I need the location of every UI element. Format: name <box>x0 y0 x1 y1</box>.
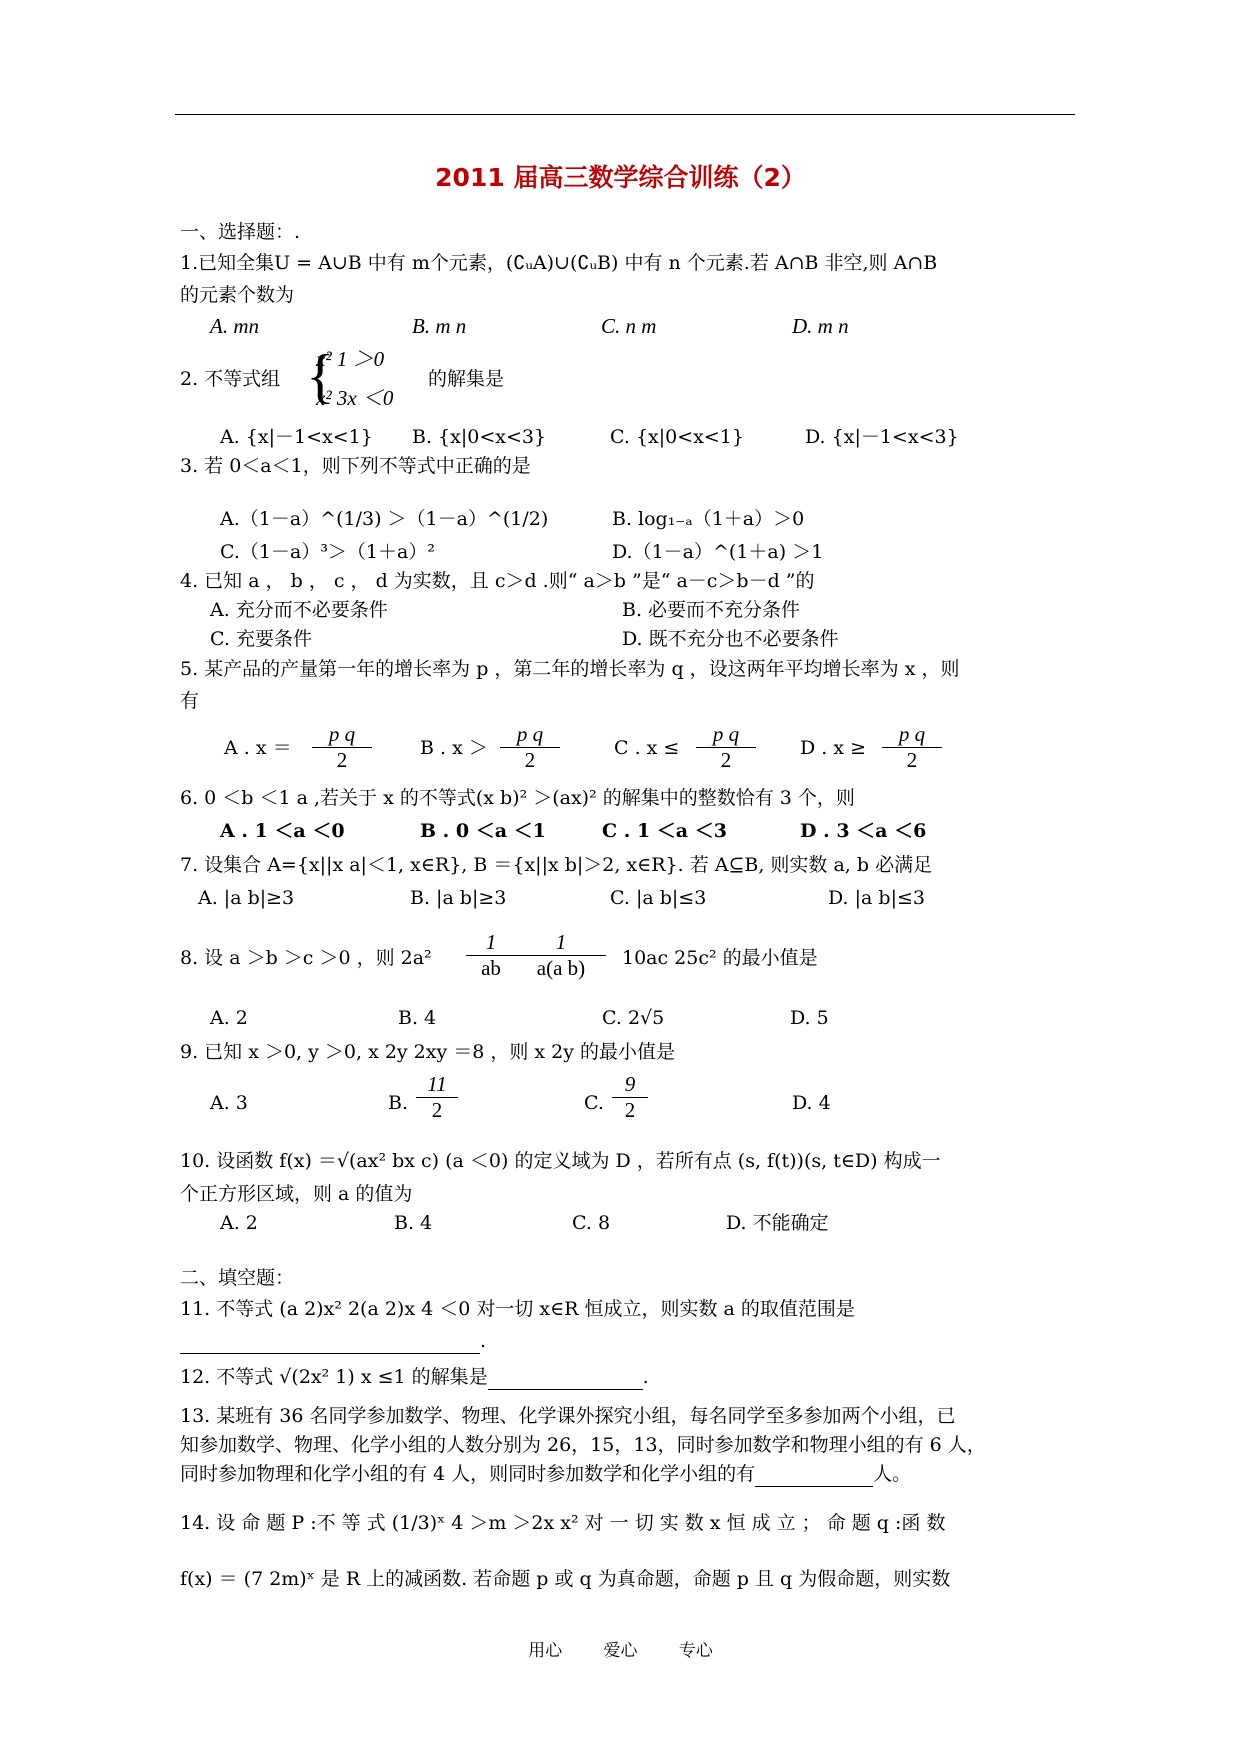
q5-option-a-label: A . x ＝ <box>224 737 292 759</box>
q9-stem: 9. 已知 x ＞0, y ＞0, x 2y 2xy ＝8 ，则 x 2y 的最小值是 <box>180 1041 676 1063</box>
q13-line1: 13. 某班有 36 名同学参加数学、物理、化学课外探究小组，每名同学至多参加两个小组，已 <box>180 1405 956 1427</box>
q1-option-a: A. mn <box>210 314 259 338</box>
q10-line1: 10. 设函数 f(x) ＝√(ax² bx c) (a ＜0) 的定义域为 D ，若所有点 (s, f(t))(s, t∈D) 构成一 <box>180 1150 941 1172</box>
header-rule <box>175 114 1075 115</box>
q14-line1: 14. 设 命 题 P :不 等 式 (1/3)ˣ 4 ＞m ＞2x x² 对 一 切 实 数 x 恒 成 立 ； 命 题 q :函 数 <box>180 1512 946 1534</box>
q10-option-d: D. 不能确定 <box>726 1212 829 1234</box>
q6-option-d: D . 3 ＜a ＜6 <box>800 820 927 842</box>
q8-option-a: A. 2 <box>210 1007 248 1029</box>
q1-line1: 1.已知全集U = A∪B 中有 m个元素，(∁ᵤA)∪(∁ᵤB) 中有 n 个元素.若 A∩B 非空,则 A∩B <box>180 252 938 274</box>
q2-option-d: D. {x|－1<x<3} <box>805 426 959 448</box>
q6-option-b: B . 0 ＜a ＜1 <box>420 820 546 842</box>
q6-option-a: A . 1 ＜a ＜0 <box>220 820 345 842</box>
q2-brace: { <box>306 343 335 409</box>
q8-suffix: 10ac 25c² 的最小值是 <box>622 947 818 969</box>
q2-suffix: 的解集是 <box>428 368 505 390</box>
q5-line1: 5. 某产品的产量第一年的增长率为 p ，第二年的增长率为 q ，设这两年平均增长率为 x ，则 <box>180 658 960 680</box>
q9-option-d: D. 4 <box>792 1092 831 1114</box>
section-heading-fill: 二、填空题： <box>180 1267 295 1289</box>
q13-line3: 同时参加物理和化学小组的有 4 人，则同时参加数学和化学小组的有 人。 <box>180 1463 912 1485</box>
q1-option-d: D. m n <box>792 314 849 338</box>
section-heading-choice: 一、选择题：. <box>180 221 301 243</box>
q4-option-b: B. 必要而不充分条件 <box>622 599 801 621</box>
q8-option-b: B. 4 <box>398 1007 437 1029</box>
q2-row1: x² 1 ＞0 <box>316 347 385 371</box>
q1-option-c: C. n m <box>601 314 657 338</box>
q5-option-b-fraction: $\frac{\text{p q}}{2}$ <box>500 722 560 773</box>
q7-option-a: A. |a b|≥3 <box>198 887 295 909</box>
q14-line2: f(x) ＝ (7 2m)ˣ 是 R 上的减函数. 若命题 p 或 q 为真命题，命题 p 且 q 为假命题，则实数 <box>180 1568 951 1590</box>
q8-option-d: D. 5 <box>790 1007 829 1029</box>
q8-fraction-2: $\frac{1}{\text{a(a b)}}$ <box>516 930 606 981</box>
q10-option-c: C. 8 <box>572 1212 611 1234</box>
q8-fraction-1: $\frac{1}{ab}$ <box>466 930 516 981</box>
footer-text-3: 专心 <box>678 1641 713 1661</box>
q2-option-a: A. {x|－1<x<1} <box>220 426 373 448</box>
q5-option-b-label: B . x ＞ <box>420 737 488 759</box>
q9-option-a: A. 3 <box>210 1092 248 1114</box>
q7-option-c: C. |a b|≤3 <box>610 887 707 909</box>
q6-stem: 6. 0 ＜b ＜1 a ,若关于 x 的不等式(x b)² ＞(ax)² 的解集中的整数恰有 3 个，则 <box>180 787 855 809</box>
q4-stem: 4. 已知 a ， b ， c ， d 为实数，且 c＞d .则“ a＞b ”是“ a－c＞b－d ”的 <box>180 570 815 592</box>
footer-text-1: 用心 <box>528 1641 563 1661</box>
q2-label: 2. 不等式组 <box>180 368 281 390</box>
footer-text-2: 爱心 <box>603 1641 638 1661</box>
q1-option-b: B. m n <box>412 314 467 338</box>
q9-option-b-label: B. <box>388 1092 409 1114</box>
q12-line: 12. 不等式 √(2x² 1) x ≤1 的解集是 . <box>180 1366 649 1388</box>
q5-option-d-label: D . x ≥ <box>800 737 867 759</box>
q7-option-b: B. |a b|≥3 <box>410 887 507 909</box>
q5-option-d-fraction: $\frac{\text{p q}}{2}$ <box>882 722 942 773</box>
q10-line2: 个正方形区域，则 a 的值为 <box>180 1183 413 1205</box>
q8-option-c: C. 2√5 <box>602 1007 665 1029</box>
q10-option-a: A. 2 <box>220 1212 258 1234</box>
q2-option-b: B. {x|0<x<3} <box>412 426 547 448</box>
page-footer <box>0 1636 1241 1661</box>
q11-answer-blank[interactable] <box>180 1331 480 1354</box>
q11-line2: . <box>180 1328 486 1354</box>
page-title: 2011 届高三数学综合训练（2） <box>435 163 806 192</box>
q7-option-d: D. |a b|≤3 <box>828 887 925 909</box>
q9-option-b-fraction: $\frac{11}{2}$ <box>416 1072 458 1123</box>
q5-option-c-label: C . x ≤ <box>614 737 680 759</box>
q13-answer-blank[interactable] <box>755 1464 873 1487</box>
q4-option-a: A. 充分而不必要条件 <box>210 599 388 621</box>
q3-option-a: A.（1－a）^(1/3) ＞（1－a）^(1/2) <box>220 508 549 530</box>
q13-line2: 知参加数学、物理、化学小组的人数分别为 26，15，13，同时参加数学和物理小组的有 6 人， <box>180 1434 986 1456</box>
q6-option-c: C . 1 ＜a ＜3 <box>602 820 727 842</box>
q10-option-b: B. 4 <box>394 1212 433 1234</box>
q2-option-c: C. {x|0<x<1} <box>610 426 744 448</box>
q11-line1: 11. 不等式 (a 2)x² 2(a 2)x 4 ＜0 对一切 x∈R 恒成立，则实数 a 的取值范围是 <box>180 1298 855 1320</box>
q8-prefix: 8. 设 a ＞b ＞c ＞0 ，则 2a² <box>180 947 432 969</box>
q3-option-c: C.（1－a）³＞（1＋a）² <box>220 541 435 563</box>
q3-stem: 3. 若 0＜a＜1，则下列不等式中正确的是 <box>180 455 531 477</box>
q5-option-c-fraction: $\frac{\text{p q}}{2}$ <box>696 722 756 773</box>
q4-option-d: D. 既不充分也不必要条件 <box>622 628 839 650</box>
q1-line2: 的元素个数为 <box>180 284 295 306</box>
q7-stem: 7. 设集合 A={x||x a|＜1, x∈R}, B ＝{x||x b|＞2, x∈R}. 若 A⊆B, 则实数 a, b 必满足 <box>180 854 933 876</box>
q9-option-c-label: C. <box>584 1092 604 1114</box>
q12-answer-blank[interactable] <box>488 1367 643 1390</box>
q9-option-c-fraction: $\frac{9}{2}$ <box>612 1072 648 1123</box>
q5-line2: 有 <box>180 690 200 712</box>
q5-option-a-fraction: $\frac{\text{p q}}{2}$ <box>312 722 372 773</box>
q2-row2: x² 3x ＜0 <box>316 386 394 410</box>
q3-option-b: B. log₁₋ₐ（1＋a）＞0 <box>612 508 805 530</box>
q3-option-d: D.（1－a）^(1＋a) ＞1 <box>612 541 824 563</box>
q4-option-c: C. 充要条件 <box>210 628 312 650</box>
